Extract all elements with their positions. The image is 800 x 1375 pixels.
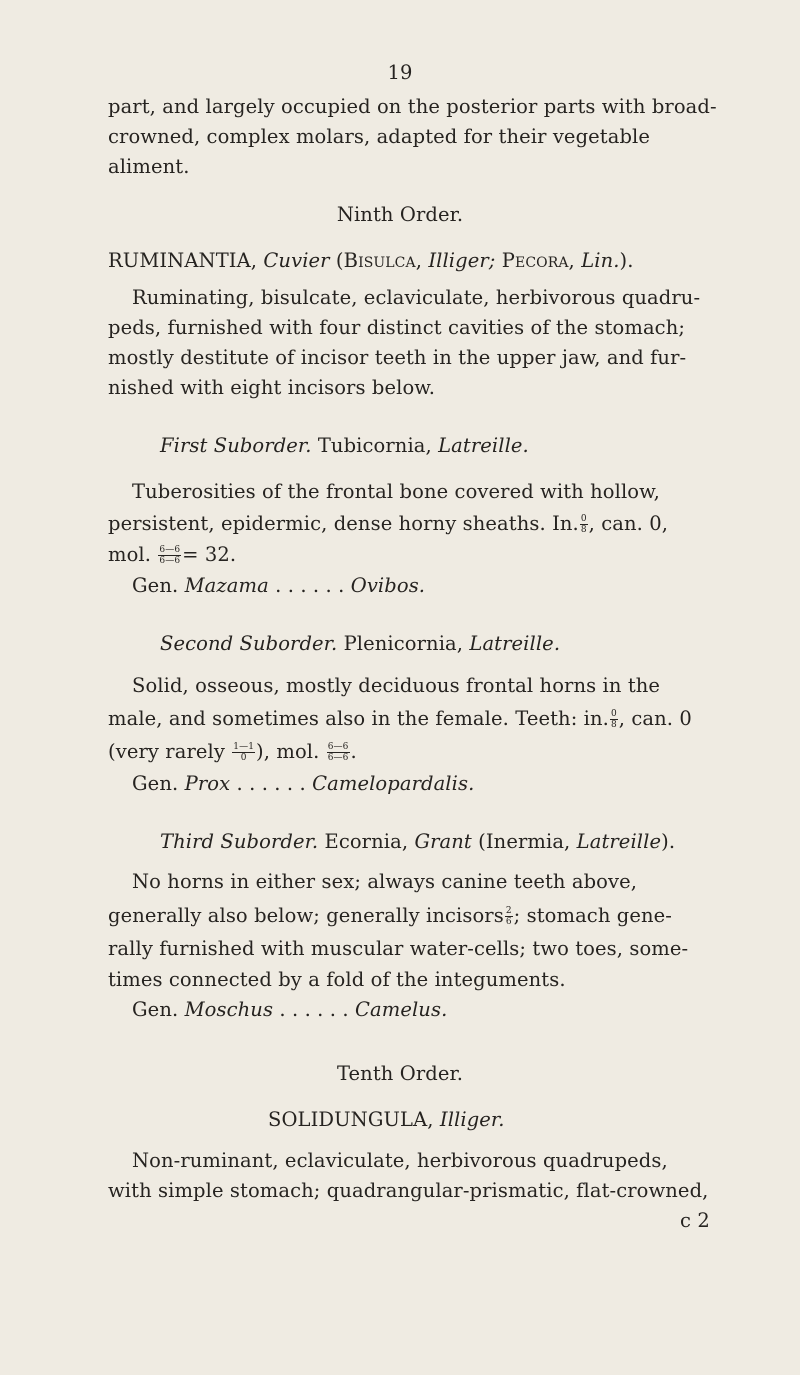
text-line: nished with eight incisors below.: [108, 376, 436, 399]
order-title: RUMINANTIA, Cuvier (Bisulca, Illiger; Pecora, Lin.).: [108, 249, 634, 272]
fraction: $\frac{6—6}{6—6}$: [327, 742, 349, 763]
text-line: part, and largely occupied on the posterior parts with broad-: [108, 95, 717, 118]
genera-line: Gen. Prox . . . . . . Camelopardalis.: [132, 772, 475, 795]
text-line: male, and sometimes also in the female. Teeth: in. $\frac{0}{8}$ , can. 0: [108, 707, 692, 730]
text-line: generally also below; generally incisors $\frac{2}{6}$ ; stomach gene-: [108, 904, 672, 927]
order-title: SOLIDUNGULA, Illiger.: [268, 1108, 505, 1131]
text-line: mol. $\frac{6—6}{6—6}$ = 32.: [108, 543, 237, 566]
text-line: peds, furnished with four distinct cavities of the stomach;: [108, 316, 686, 339]
text-line: Non-ruminant, eclaviculate, herbivorous quadrupeds,: [132, 1149, 668, 1172]
text-line: times connected by a fold of the integuments.: [108, 968, 566, 991]
fraction: $\frac{0}{8}$: [610, 709, 617, 730]
signature-mark: c 2: [680, 1209, 710, 1232]
text-line: No horns in either sex; always canine teeth above,: [132, 870, 638, 893]
order-heading: Ninth Order.: [336, 203, 464, 226]
genera-line: Gen. Moschus . . . . . . Camelus.: [132, 998, 448, 1021]
text-line: aliment.: [108, 155, 190, 178]
order-heading: Tenth Order.: [336, 1062, 464, 1085]
page-number: 19: [387, 61, 413, 84]
text-line: Tuberosities of the frontal bone covered with hollow,: [132, 480, 660, 503]
suborder-heading: Third Suborder. Ecornia, Grant (Inermia, Latreille).: [160, 830, 676, 853]
fraction: $\frac{2}{6}$: [505, 906, 512, 927]
suborder-heading: Second Suborder. Plenicornia, Latreille.: [160, 632, 561, 655]
text-line: mostly destitute of incisor teeth in the upper jaw, and fur-: [108, 346, 687, 369]
text-line: Ruminating, bisulcate, eclaviculate, herbivorous quadru-: [132, 286, 701, 309]
text-line: (very rarely $\frac{1—1}{0}$ ), mol. $\frac{6—6}{6—6}$ .: [108, 740, 357, 763]
fraction: $\frac{6—6}{6—6}$: [159, 545, 181, 566]
text-line: rally furnished with muscular water-cells; two toes, some-: [108, 937, 689, 960]
suborder-heading: First Suborder. Tubicornia, Latreille.: [160, 434, 529, 457]
text-line: Solid, osseous, mostly deciduous frontal horns in the: [132, 674, 661, 697]
genera-line: Gen. Mazama . . . . . . Ovibos.: [132, 574, 426, 597]
fraction: $\frac{0}{8}$: [580, 514, 587, 535]
text-line: persistent, epidermic, dense horny sheaths. In. $\frac{0}{8}$ , can. 0,: [108, 512, 669, 535]
text-line: with simple stomach; quadrangular-prismatic, flat-crowned,: [108, 1179, 709, 1202]
text-line: crowned, complex molars, adapted for their vegetable: [108, 125, 651, 148]
fraction: $\frac{1—1}{0}$: [233, 742, 255, 763]
